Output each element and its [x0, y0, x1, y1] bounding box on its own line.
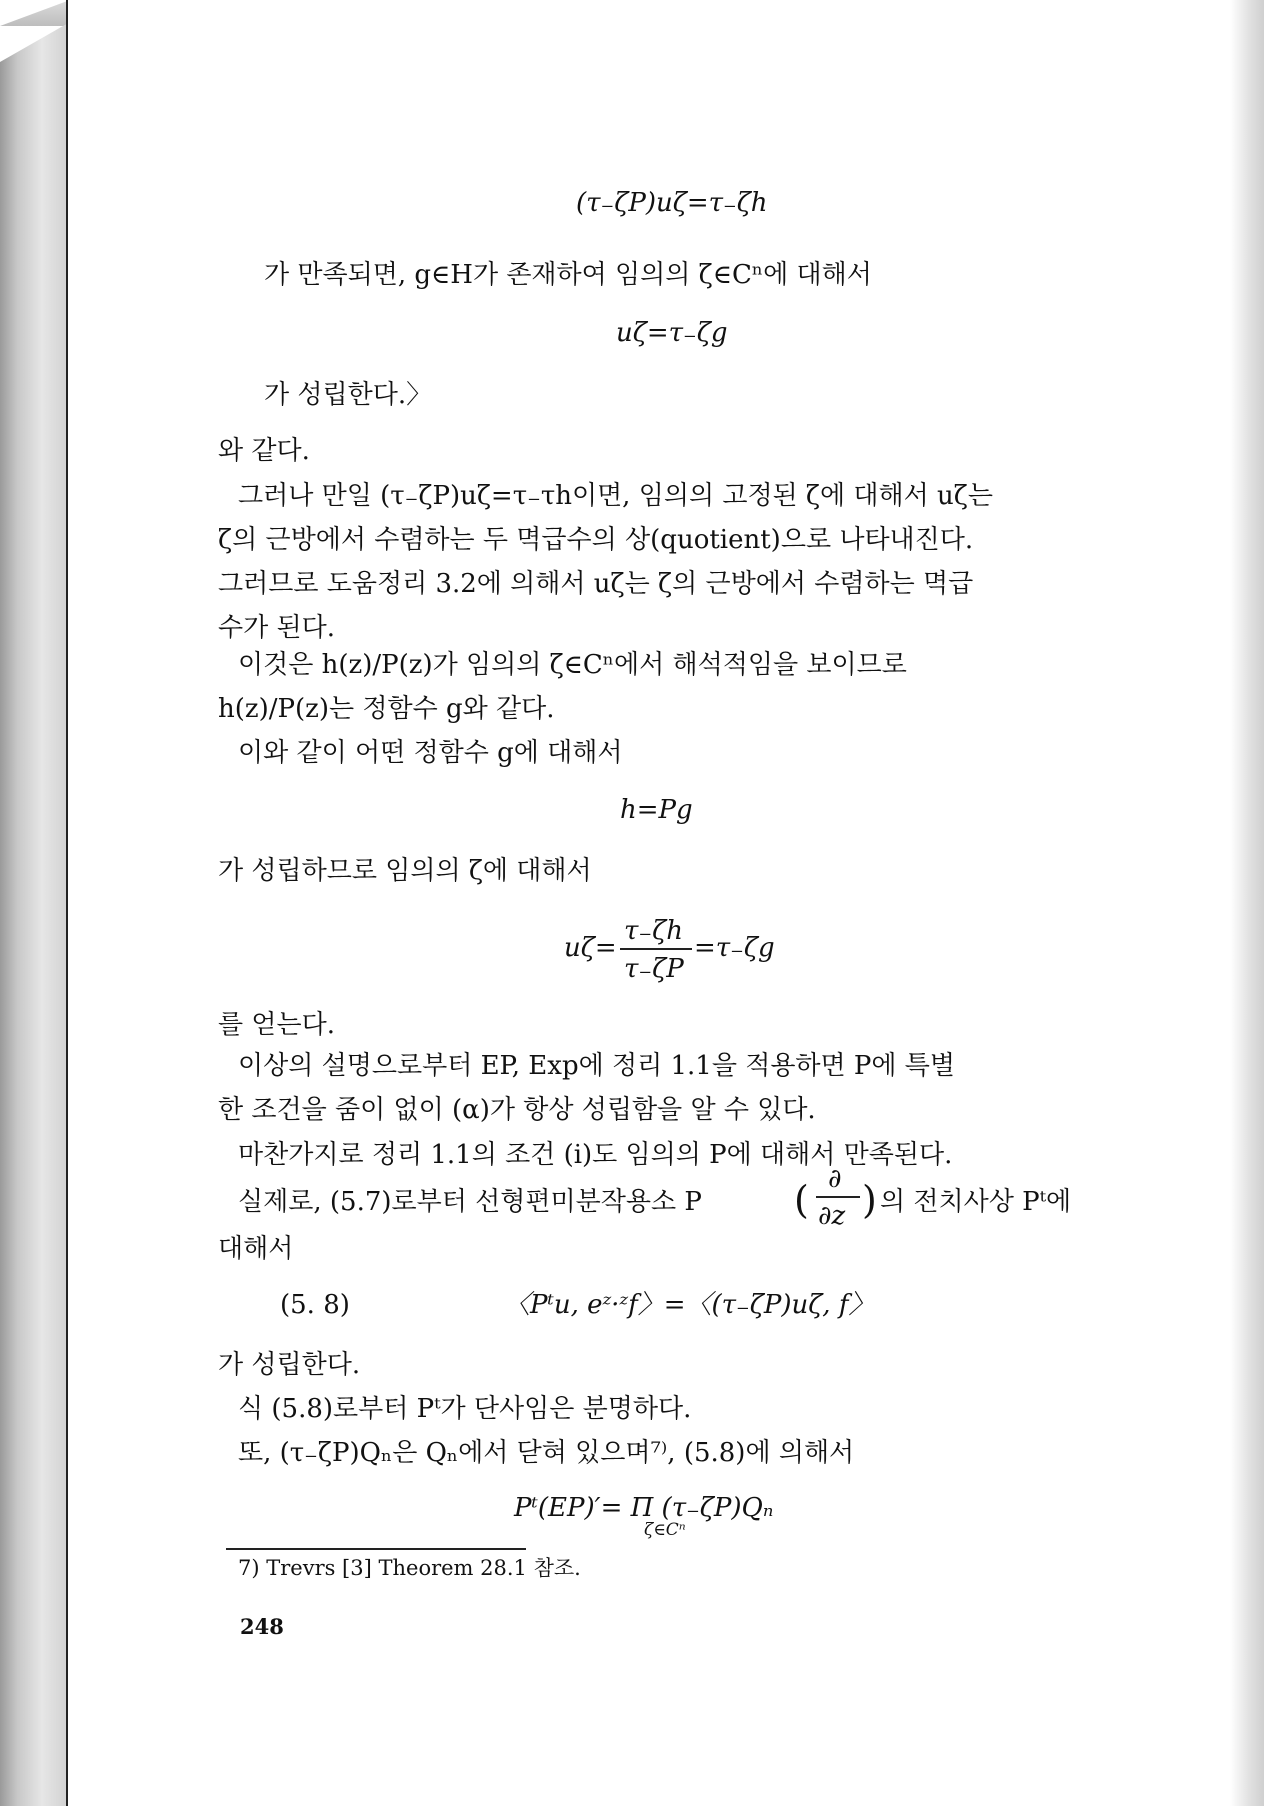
book-right-edge — [1230, 0, 1264, 1806]
formula-5: 〈Pᵗu, eᶻ·ᶻf〉=〈(τ₋ζP)uζ, f〉 — [504, 1290, 875, 1320]
text-line-9: h(z)/P(z)는 정함수 g와 같다. — [218, 694, 555, 724]
derivative-fraction-bar — [816, 1196, 860, 1198]
formula-6: Pᵗ(EP)′= Π (τ₋ζP)Qₙ — [514, 1493, 774, 1523]
book-page — [66, 0, 1232, 1806]
text-line-16b: 의 전치사상 Pᵗ에 — [880, 1187, 1072, 1217]
text-line-12: 를 얻는다. — [218, 1010, 335, 1040]
text-line-18: 가 성립한다. — [218, 1350, 361, 1380]
footnote: 7) Trevrs [3] Theorem 28.1 참조. — [238, 1556, 581, 1580]
text-line-6: 그러므로 도움정리 3.2에 의해서 uζ는 ζ의 근방에서 수렴하는 멱급 — [218, 569, 974, 599]
text-line-17: 대해서 — [218, 1234, 294, 1264]
text-line-16a: 실제로, (5.7)로부터 선형편미분작용소 P — [238, 1187, 702, 1217]
formula-4-denominator: τ₋ζP — [624, 954, 684, 984]
derivative-numerator: ∂ — [828, 1164, 842, 1194]
text-line-3: 와 같다. — [218, 436, 310, 466]
text-line-2: 가 성립한다.〉 — [264, 380, 433, 410]
text-line-4: 그러나 만일 (τ₋ζP)uζ=τ₋τh이면, 임의의 고정된 ζ에 대해서 uζ는 — [238, 481, 993, 511]
formula-3: h=Pg — [620, 795, 693, 825]
text-line-13: 이상의 설명으로부터 EP, Exp에 정리 1.1을 적용하면 P에 특별 — [238, 1051, 956, 1081]
formula-4-lhs: uζ= — [564, 933, 617, 963]
text-line-8: 이것은 h(z)/P(z)가 임의의 ζ∈Cⁿ에서 해석적임을 보이므로 — [238, 650, 907, 680]
derivative-denominator: ∂z — [818, 1201, 846, 1231]
equation-label: (5. 8) — [280, 1290, 350, 1320]
text-line-19: 식 (5.8)로부터 Pᵗ가 단사임은 분명하다. — [238, 1394, 692, 1424]
paren-close: ) — [862, 1178, 877, 1222]
formula-4-numerator: τ₋ζh — [624, 916, 683, 946]
formula-6-subscript: ζ∈Cⁿ — [644, 1520, 686, 1540]
formula-2: uζ=τ₋ζg — [616, 318, 728, 348]
paren-open: ( — [794, 1178, 809, 1222]
text-line-1: 가 만족되면, g∈H가 존재하여 임의의 ζ∈Cⁿ에 대해서 — [264, 260, 872, 290]
formula-4-rhs: =τ₋ζg — [694, 933, 775, 963]
text-line-11: 가 성립하므로 임의의 ζ에 대해서 — [218, 856, 592, 886]
text-line-7: 수가 된다. — [218, 613, 335, 643]
page-number: 248 — [240, 1614, 284, 1639]
text-line-15: 마찬가지로 정리 1.1의 조건 (i)도 임의의 P에 대해서 만족된다. — [238, 1140, 953, 1170]
footnote-rule — [226, 1548, 526, 1550]
text-line-14: 한 조건을 줌이 없이 (α)가 항상 성립함을 알 수 있다. — [218, 1095, 816, 1125]
book-left-edge — [0, 22, 70, 1806]
formula-4-fraction-bar — [620, 948, 692, 950]
text-line-20: 또, (τ₋ζP)Qₙ은 Qₙ에서 닫혀 있으며⁷⁾, (5.8)에 의해서 — [238, 1438, 855, 1468]
text-line-10: 이와 같이 어떤 정함수 g에 대해서 — [238, 738, 623, 768]
formula-1: (τ₋ζP)uζ=τ₋ζh — [576, 188, 768, 218]
text-line-5: ζ의 근방에서 수렴하는 두 멱급수의 상(quotient)으로 나타내진다. — [218, 525, 974, 555]
